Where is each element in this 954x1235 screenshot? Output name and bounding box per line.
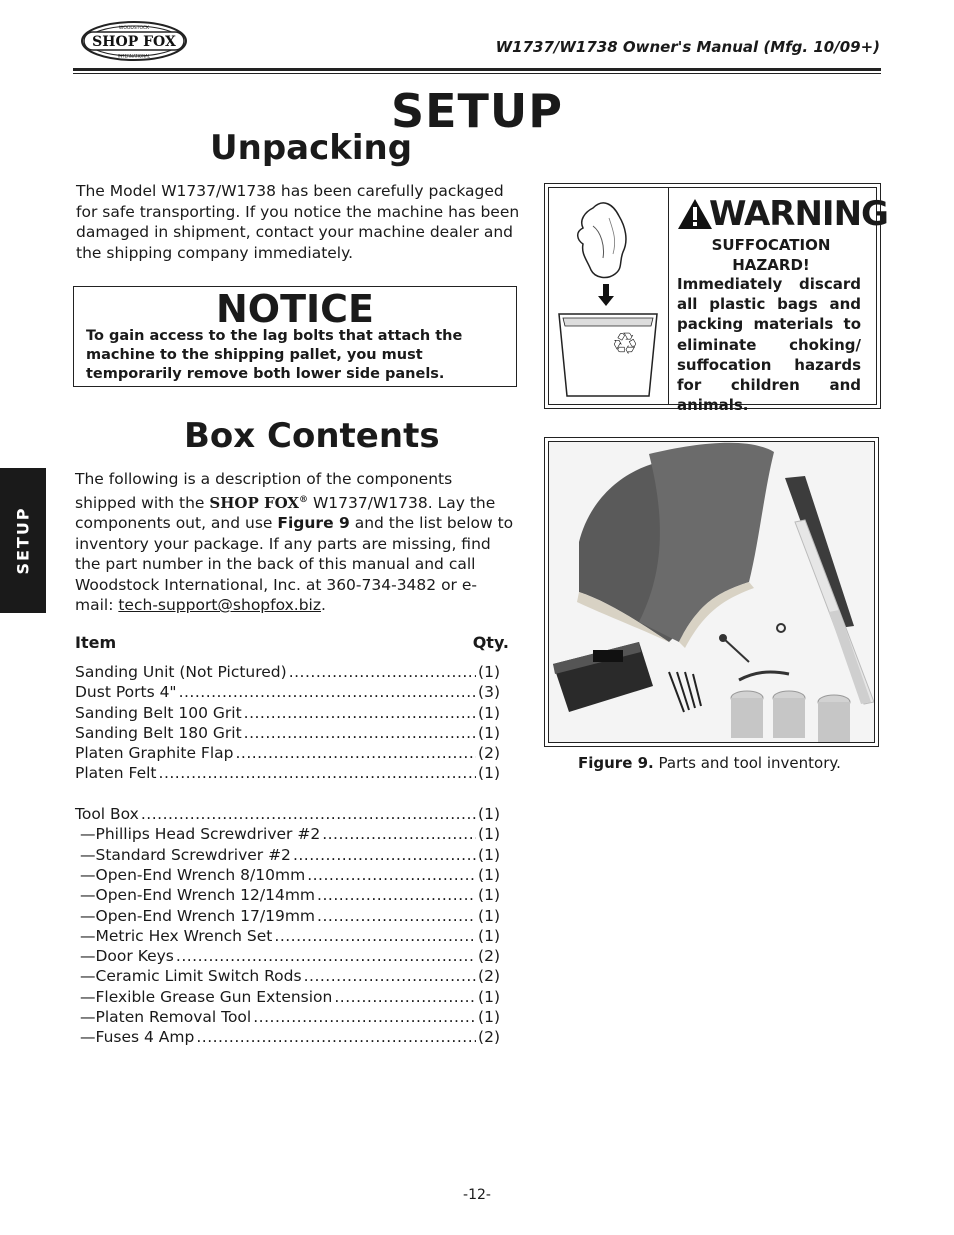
item-qty: (2) [478,744,500,763]
item-label: Sanding Belt 180 Grit [75,723,242,742]
table-row [75,987,500,1007]
item-qty: (1) [478,723,500,742]
table-row [75,865,500,885]
item-qty: (1) [478,906,500,925]
item-qty: (1) [478,703,500,722]
col-qty: Qty. [472,633,509,652]
leader-dots [196,1027,476,1047]
unpacking-paragraph: The Model W1737/W1738 has been carefully packaged for safe transporting. If you notice the machine has been damaged in shipment, contact your machine dealer and the shipping company immediately. [76,182,520,262]
table-row [75,926,500,946]
table-row [75,723,500,743]
warning-box [544,183,888,415]
item-qty: (2) [478,947,500,966]
item-label: —Ceramic Limit Switch Rods [80,967,302,986]
table-row [75,743,500,763]
item-qty: (1) [478,865,500,884]
shop-fox-logo [80,20,188,62]
item-qty: (1) [478,845,500,864]
leader-dots [293,845,476,865]
svg-text:WOODSTOCK: WOODSTOCK [118,26,150,31]
inventory-list [75,662,500,1048]
page-number: -12- [463,1187,491,1203]
figure-label: Figure 9. [578,754,654,772]
item-label: —Standard Screwdriver #2 [80,845,291,864]
item-qty: (1) [478,926,500,945]
item-qty: (1) [478,825,500,844]
item-label: —Fuses 4 Amp [80,1028,195,1047]
notice-box [73,286,517,387]
brand-name [209,494,308,512]
leader-dots [322,824,476,844]
table-row [75,763,500,783]
item-label: Platen Graphite Flap [75,744,234,763]
leader-dots [289,662,476,682]
item-qty: (1) [478,987,500,1006]
item-qty: (2) [478,967,500,986]
item-qty: (1) [478,663,500,681]
item-qty: (1) [478,805,500,824]
item-label: —Flexible Grease Gun Extension [80,987,333,1006]
item-label: —Phillips Head Screwdriver #2 [80,825,321,844]
table-row [75,682,500,702]
para-part3: and the list below to inventory your package. If any parts are missing, find the part number in the back of this manual and call Woodstock International, Inc. at 360-734-3482 or e-mail: [75,514,514,614]
item-label: —Platen Removal Tool [80,1008,252,1027]
table-row [75,662,500,682]
warning-inner [548,187,888,415]
item-qty: (2) [478,1028,500,1047]
item-qty: (1) [478,764,500,783]
item-label: Dust Ports 4" [75,683,177,702]
table-row [75,1007,500,1027]
warning-triangle-icon [677,198,713,230]
para-end: . [321,596,326,614]
para-part2: W1737/W1738. Lay the components out, and use [75,493,496,532]
notice-title: NOTICE [215,287,374,331]
brand-text: SHOP FOX [209,493,300,512]
figure-caption [578,754,841,772]
leader-dots [176,946,476,966]
item-qty: (1) [478,1008,500,1027]
item-label: —Door Keys [80,947,174,966]
item-label: —Open-End Wrench 8/10mm [80,865,306,884]
warning-title: WARNING [709,194,888,234]
inventory-group-2 [75,804,500,1048]
box-contents-paragraph [75,469,515,616]
leader-dots [307,865,476,885]
item-label: —Open-End Wrench 17/19mm [80,906,316,925]
item-label: Sanding Belt 100 Grit [75,703,242,722]
warning-subtitle: SUFFOCATION HAZARD! [711,236,831,274]
inventory-table-header [75,633,509,652]
table-row [75,906,500,926]
leader-dots [304,966,476,986]
table-row [75,966,500,986]
unpacking-heading: Unpacking [210,128,413,168]
item-qty: (3) [478,683,500,702]
header-rule [73,68,881,71]
leader-dots [334,987,476,1007]
figure-reference: Figure 9 [277,514,350,532]
support-email-link[interactable]: tech-support@shopfox.biz [118,596,321,614]
figure-9-frame [544,437,879,747]
registered-mark: ® [299,494,309,505]
leader-dots [274,926,476,946]
figure-caption-text: Parts and tool inventory. [653,754,841,772]
table-row [75,1027,500,1047]
box-contents-heading: Box Contents [184,416,440,456]
warning-divider [668,188,669,404]
notice-body: To gain access to the lag bolts that attach the machine to the shipping pallet, you must temporarily remove both lower side panels. [86,328,463,382]
side-tab-label: SETUP [13,506,33,575]
leader-dots [253,1007,476,1027]
parts-inventory-photo [548,441,875,743]
manual-title: W1737/W1738 Owner's Manual (Mfg. 10/09+) [495,38,880,56]
item-label: —Metric Hex Wrench Set [80,926,273,945]
section-title: SETUP [391,84,563,138]
leader-dots [159,763,477,783]
svg-text:INTERNATIONAL: INTERNATIONAL [117,53,151,59]
table-row [75,824,500,844]
leader-dots [235,743,476,763]
table-row [75,845,500,865]
svg-text:SHOP FOX: SHOP FOX [92,34,176,50]
leader-dots [244,703,476,723]
item-label: —Open-End Wrench 12/14mm [80,886,316,905]
item-label: Sanding Unit (Not Pictured) [75,663,287,681]
group-spacer [75,784,500,804]
side-tab-label-wrap [0,468,46,613]
item-label: Tool Box [75,805,139,824]
leader-dots [141,804,476,824]
table-row [75,946,500,966]
inventory-group-1 [75,662,500,784]
leader-dots [179,682,476,702]
table-row [75,804,500,824]
item-qty: (1) [478,886,500,905]
table-row [75,703,500,723]
leader-dots [244,723,476,743]
leader-dots [317,885,476,905]
col-item: Item [75,633,117,652]
suffocation-trash-icon [553,196,663,401]
warning-body: Immediately discard all plastic bags and packing materials to eliminate choking/ suffocation hazards for children and animals. [677,275,861,415]
table-row [75,885,500,905]
para-part1: The following is a description of the components shipped with the [75,470,453,512]
item-label: Platen Felt [75,764,157,783]
svg-text:♲: ♲ [611,327,639,362]
header-rule-thin [73,73,881,74]
leader-dots [317,906,476,926]
